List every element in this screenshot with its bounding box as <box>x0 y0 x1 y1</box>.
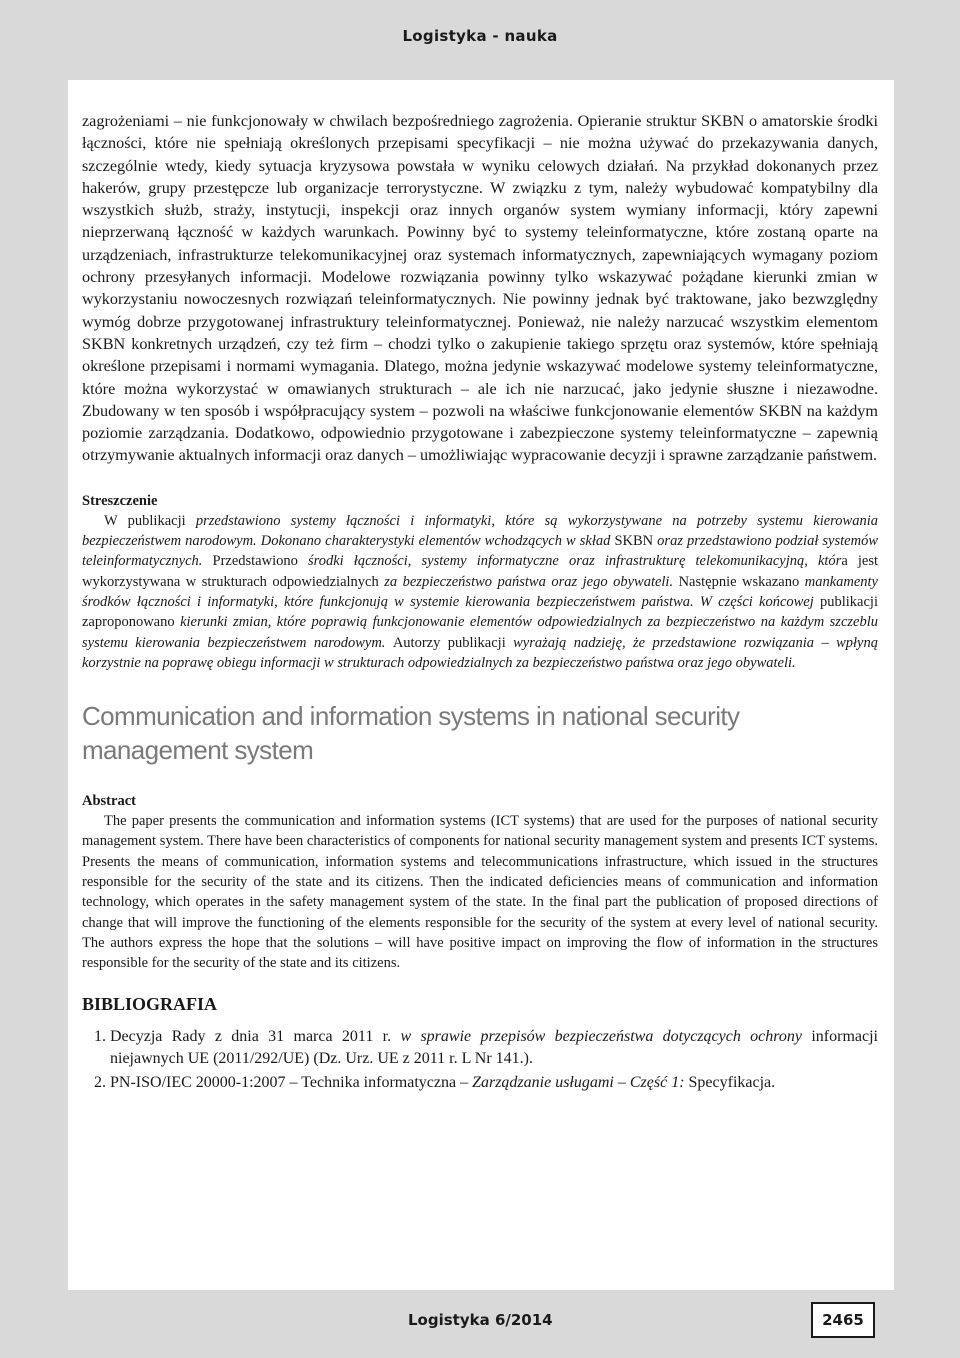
italic-text-segment: Zarządzanie usługami – Część 1: <box>472 1073 689 1091</box>
running-header: Logistyka - nauka <box>402 27 558 45</box>
abstract-heading: Abstract <box>82 793 136 810</box>
text-segment: Decyzja Rady z dnia 31 marca 2011 r. <box>110 1027 401 1045</box>
text-segment: Następnie wskazano <box>678 573 805 590</box>
english-title: Communication and information systems in national security management system <box>82 701 740 766</box>
article-content <box>82 110 878 1096</box>
italic-text-segment: przedstawiono systemy łączności i informatyki, które są wykorzystywane na potrzeby systemu kierowania bezpieczeństwem narodowym. Dokonano charakterystyki elementów wchodzących w skład <box>82 512 878 550</box>
footer-journal-label: Logistyka 6/2014 <box>408 1311 553 1329</box>
page-number: 2465 <box>811 1302 875 1338</box>
text-segment: W publikacji <box>104 512 196 529</box>
text-segment: Specyfikacja. <box>688 1073 776 1091</box>
italic-text-segment: kierunki zmian, które poprawią funkcjonowanie elementów odpowiedzialnych za bezpieczeństwo na każdym szczeblu systemu kierowania bezpieczeństwem narodowym. <box>82 614 878 651</box>
italic-text-segment: w sprawie przepisów bezpieczeństwa dotyczących ochrony <box>400 1027 812 1045</box>
summary-paragraph <box>82 511 878 673</box>
italic-text-segment: za bezpieczeństwo państwa oraz jego obywateli. <box>384 573 679 590</box>
bibliography-list <box>82 1026 878 1094</box>
summary-heading: Streszczenie <box>82 492 158 509</box>
italic-text-segment: środki łączności, systemy informatyczne oraz infrastrukturę telekomunikacyjną, któr <box>307 553 842 570</box>
text-segment: Przedstawiono <box>212 553 308 570</box>
italic-text-segment: mankamenty środków łączności i informatyki, które funkcjonują w systemie kierowania bezpieczeństwem państwa. W części końcowej <box>82 573 878 610</box>
italic-text-segment: oraz przedstawiono podział systemów teleinformatycznych. <box>82 533 878 570</box>
text-segment: a jest wykorzystywana w strukturach odpowiedzialnych <box>82 553 878 590</box>
text-segment: Autorzy publikacji <box>392 634 514 651</box>
bibliography-heading: BIBLIOGRAFIA <box>82 993 218 1014</box>
body-paragraph: zagrożeniami – nie funkcjonowały w chwilach bezpośredniego zagrożenia. Opieranie struktur SKBN o amatorskie środki łączności, które nie spełniają określonych przepisami specyfikacji – nie można używać do przekazywania danych, szczególnie wtedy, kiedy sytuacja kryzysowa powstała w wyniku celowych działań. Na przykład dokonanych przez hakerów, grupy przestępcze lub organizacje terrorystyczne. W związku z tym, należy wybudować kompatybilny dla wszystkich służb, straży, instytucji, inspekcji oraz innych organów system wymiany informacji, który zapewni nieprzerwaną łączność w każdych warunkach. Powinny być to systemy teleinformatyczne, które zostaną oparte na urządzeniach, infrastrukturze telekomunikacyjnej oraz systemach informatycznych, zapewniających wymagany poziom ochrony przesyłanych informacji. Modelowe rozwiązania powinny tylko wskazywać pożądane kierunki zmian w wykorzystaniu nowoczesnych rozwiązań teleinformatycznych. Nie powinny jednak być traktowane, jako bezwzględny wymóg dobrze przygotowanej infrastruktury teleinformatycznej. Ponieważ, nie należy narzucać wszystkim elementom SKBN konkretnych urządzeń, czy też firm – chodzi tylko o zakupienie takiego sprzętu oraz systemów, które spełniają określone przepisami i normami wymagania. Dlatego, można jedynie wskazywać modelowe systemy teleinformatyczne, które można wykorzystać w omawianych strukturach – ale ich nie narzucać, jako jedynie słuszne i niezawodne. Zbudowany w ten sposób i współpracujący system – pozwoli na właściwe funkcjonowanie elementów SKBN na każdym poziomie zarządzania. Dodatkowo, odpowiednio przygotowane i zabezpieczone systemy teleinformatyczne – zapewnią otrzymywanie aktualnych informacji oraz danych – umożliwiając wypracowanie decyzji i sprawne zarządzanie państwem. <box>82 112 878 465</box>
text-segment: SKBN <box>614 533 658 550</box>
text-segment: informacji niejawnych UE (2011/292/UE) (Dz. Urz. UE z 2011 r. L Nr 141.). <box>110 1027 878 1067</box>
text-segment: publikacji zaproponowano <box>82 593 878 631</box>
bibliography-item <box>110 1072 878 1094</box>
abstract-paragraph: The paper presents the communication and information systems (ICT systems) that are used for the purposes of national security management system. There have been characteristics of components for national security management system and presents ICT systems. Presents the means of communication, information systems and telecommunications infrastructure, which issued in the structures responsible for the security of the state and its citizens. Then the indicated deficiencies means of communication and information technology, which operates in the safety management system of the state. In the final part the publication of proposed directions of change that will improve the functioning of the elements responsible for the security of the system at every level of national security. The authors express the hope that the solutions – will have positive impact on improving the flow of information in the structures responsible for the security of the state and its citizens. <box>82 813 878 972</box>
bibliography-item <box>110 1026 878 1070</box>
text-segment: PN-ISO/IEC 20000-1:2007 – Technika informatyczna – <box>110 1073 473 1091</box>
italic-text-segment: wyrażają nadzieję, że przedstawione rozwiązania – wpłyną korzystnie na poprawę obiegu informacji w strukturach odpowiedzialnych za bezpieczeństwo państwa oraz jego obywateli. <box>82 634 878 671</box>
